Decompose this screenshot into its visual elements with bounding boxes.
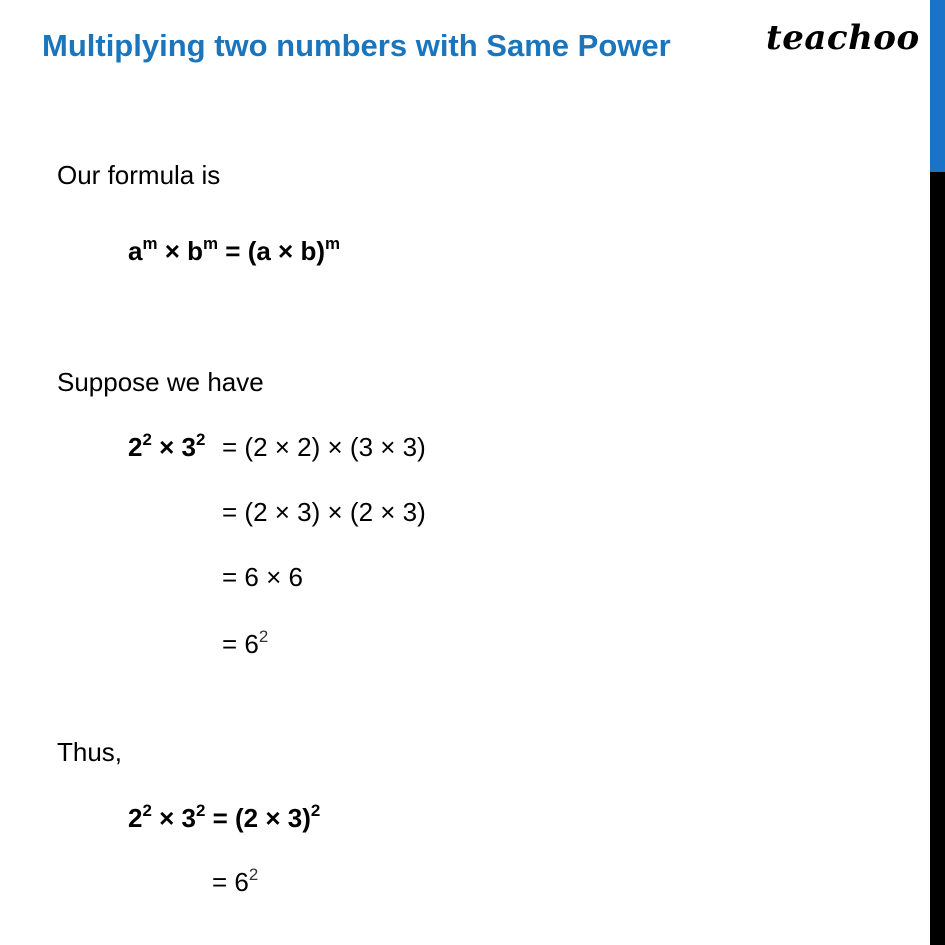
thus-text: Thus,: [57, 737, 123, 767]
page-title: Multiplying two numbers with Same Power: [42, 28, 671, 63]
step-2: = (2 × 3) × (2 × 3): [222, 497, 426, 527]
step-3: = 6 × 6: [222, 562, 303, 592]
side-bar-accent: [930, 0, 945, 172]
final-result: = $6^2$: [212, 864, 259, 897]
formula: $a^m \times b^m = (a \times b)^m$: [128, 233, 341, 266]
step-4: = $6^2$: [222, 626, 269, 659]
result-formula: $2^2 \times 3^2 = (2 \times 3)^2$: [128, 800, 321, 833]
step-1: $2^2 \times 3^2$: [128, 429, 206, 462]
step-1-rhs: = (2 × 2) × (3 × 3): [222, 432, 426, 462]
intro-text: Our formula is: [57, 160, 221, 190]
suppose-text: Suppose we have: [57, 367, 264, 397]
teachoo-logo: teachoo: [766, 18, 920, 58]
